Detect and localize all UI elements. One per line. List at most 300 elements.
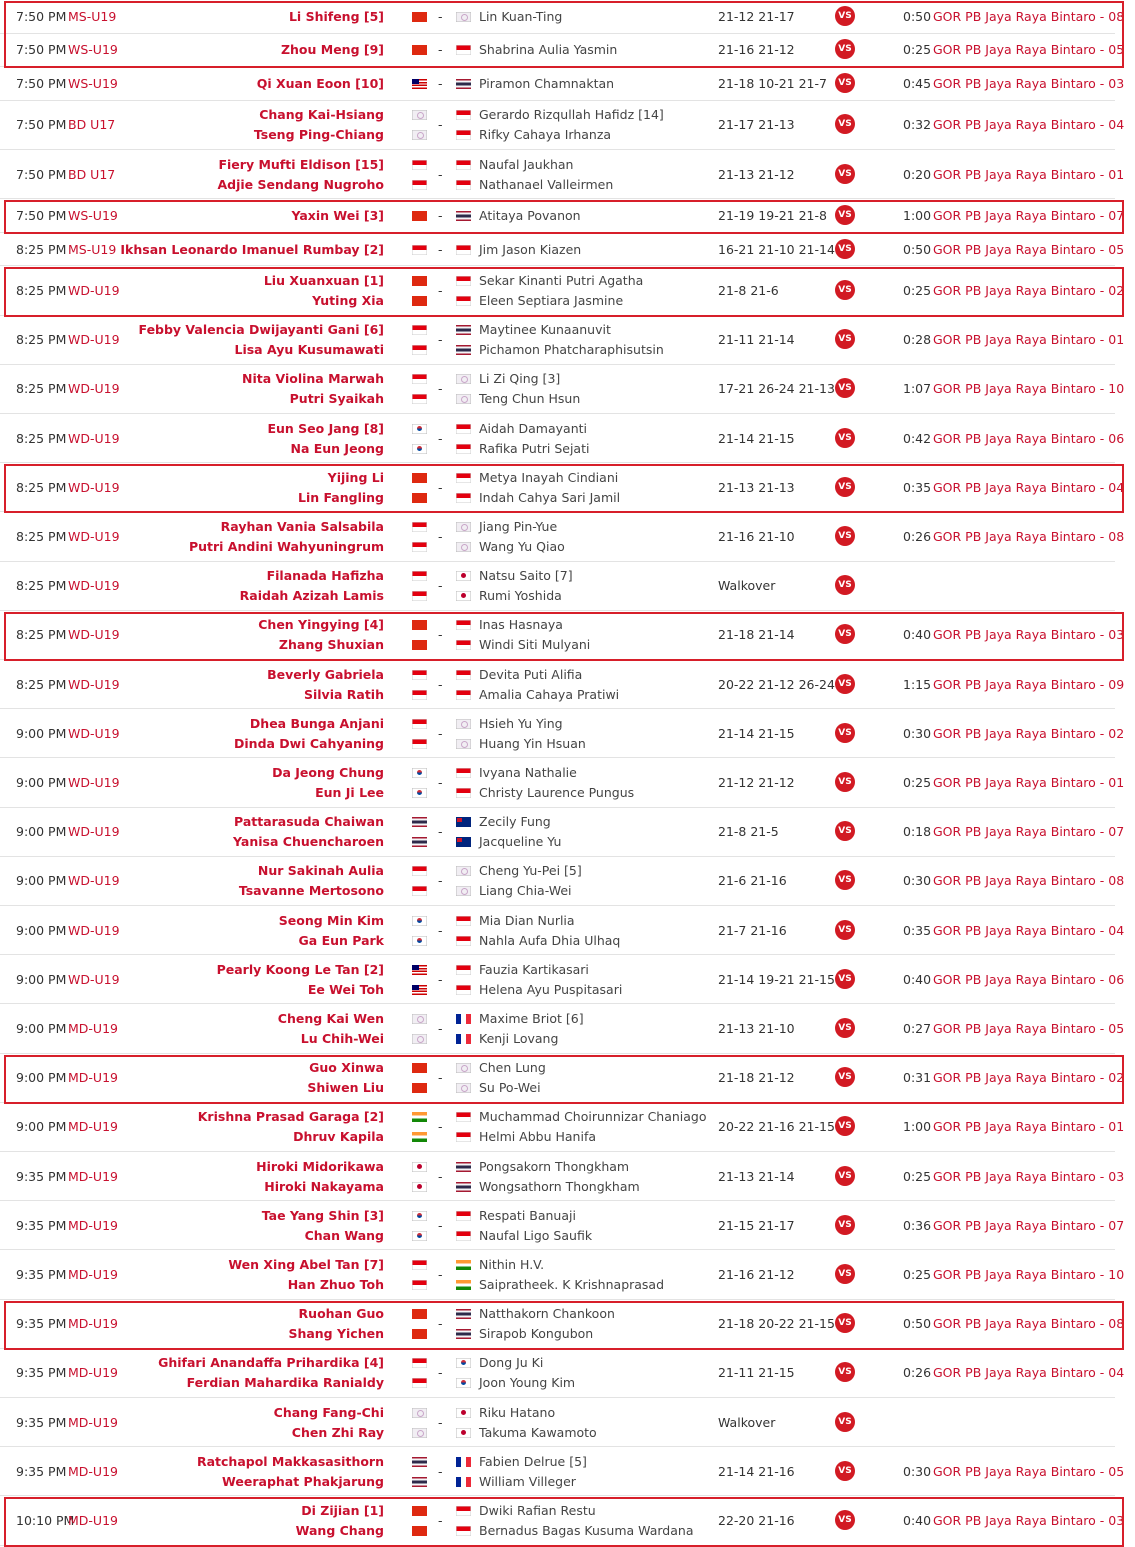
opponent-link[interactable]: Inas Hasnaya bbox=[479, 617, 563, 633]
court-link[interactable]: GOR PB Jaya Raya Bintaro - 08 bbox=[933, 1316, 1125, 1332]
player-link[interactable]: Nur Sakinah Aulia bbox=[257, 863, 384, 879]
match-duration: 0:25 bbox=[903, 282, 932, 298]
opponent-link[interactable]: Dong Ju Ki bbox=[479, 1355, 544, 1371]
vs-badge-icon[interactable]: VS bbox=[835, 1018, 855, 1038]
player-link[interactable]: Chang Fang-Chi bbox=[273, 1404, 384, 1420]
versus-dash: - bbox=[438, 166, 443, 182]
court-link[interactable]: GOR PB Jaya Raya Bintaro - 02 bbox=[933, 1070, 1125, 1086]
event-link[interactable]: MD-U19 bbox=[68, 1316, 118, 1332]
opponent-link[interactable]: Helmi Abbu Hanifa bbox=[479, 1129, 597, 1145]
match-time: 8:25 PM bbox=[16, 676, 67, 692]
vs-badge-icon[interactable]: VS bbox=[835, 428, 855, 448]
vs-badge-icon[interactable]: VS bbox=[835, 870, 855, 890]
player-link[interactable]: Lu Chih-Wei bbox=[300, 1030, 384, 1046]
player-link[interactable]: Da Jeong Chung bbox=[272, 764, 384, 780]
opponent-link[interactable]: Chen Lung bbox=[479, 1060, 546, 1076]
player-link[interactable]: Yaxin Wei [3] bbox=[291, 207, 384, 223]
opponent-link[interactable]: Helena Ayu Puspitasari bbox=[479, 981, 623, 997]
event-link[interactable]: WD-U19 bbox=[68, 578, 120, 594]
vs-badge-icon[interactable]: VS bbox=[835, 329, 855, 349]
court-link[interactable]: GOR PB Jaya Raya Bintaro - 04 bbox=[933, 1365, 1125, 1381]
opponent-link[interactable]: Fauzia Kartikasari bbox=[479, 961, 589, 977]
player-link[interactable]: Seong Min Kim bbox=[278, 912, 384, 928]
match-row bbox=[0, 906, 1125, 955]
player-link[interactable]: Fiery Mufti Eldison [15] bbox=[218, 156, 384, 172]
match-duration: 1:15 bbox=[903, 676, 932, 692]
event-link[interactable]: WD-U19 bbox=[68, 725, 120, 741]
player-link[interactable]: Filanada Hafizha bbox=[266, 568, 384, 584]
jp-flag-icon bbox=[456, 571, 471, 581]
player-link[interactable]: Liu Xuanxuan [1] bbox=[263, 272, 384, 288]
vs-badge-icon[interactable]: VS bbox=[835, 1166, 855, 1186]
player-link[interactable]: Febby Valencia Dwijayanti Gani [6] bbox=[138, 322, 384, 338]
th-flag-icon bbox=[456, 1329, 471, 1339]
court-link[interactable]: GOR PB Jaya Raya Bintaro - 03 bbox=[933, 1512, 1125, 1528]
player-link[interactable]: Dhea Bunga Anjani bbox=[249, 715, 384, 731]
event-link[interactable]: MS-U19 bbox=[68, 8, 117, 24]
versus-dash: - bbox=[438, 1266, 443, 1282]
id-flag-icon bbox=[456, 1112, 471, 1122]
match-score: Walkover bbox=[718, 578, 776, 594]
opponent-link[interactable]: Naufal Ligo Saufik bbox=[479, 1227, 593, 1243]
event-link[interactable]: WD-U19 bbox=[68, 824, 120, 840]
cn-flag-icon bbox=[412, 640, 427, 650]
nz-flag-icon bbox=[456, 837, 471, 847]
event-link[interactable]: WD-U19 bbox=[68, 332, 120, 348]
match-row bbox=[0, 0, 1125, 34]
player-link[interactable]: Wen Xing Abel Tan [7] bbox=[228, 1256, 384, 1272]
opponent-link[interactable]: Fabien Delrue [5] bbox=[479, 1453, 587, 1469]
event-link[interactable]: WD-U19 bbox=[68, 873, 120, 889]
opponent-link[interactable]: Maxime Briot [6] bbox=[479, 1010, 584, 1026]
vs-badge-icon[interactable]: VS bbox=[835, 821, 855, 841]
vs-badge-icon[interactable]: VS bbox=[835, 1264, 855, 1284]
opponent-link[interactable]: Sekar Kinanti Putri Agatha bbox=[479, 272, 644, 288]
opponent-link[interactable]: Teng Chun Hsun bbox=[479, 391, 581, 407]
opponent-link[interactable]: Rumi Yoshida bbox=[479, 588, 562, 604]
id-flag-icon bbox=[456, 180, 471, 190]
event-link[interactable]: WD-U19 bbox=[68, 627, 120, 643]
id-flag-icon bbox=[412, 374, 427, 384]
opponent-link[interactable]: Natthakorn Chankoon bbox=[479, 1306, 615, 1322]
event-link[interactable]: MD-U19 bbox=[68, 1168, 118, 1184]
court-link[interactable]: GOR PB Jaya Raya Bintaro - 02 bbox=[933, 282, 1125, 298]
event-link[interactable]: MD-U19 bbox=[68, 1266, 118, 1282]
match-score: 21-14 21-15 bbox=[718, 725, 795, 741]
kr-flag-icon bbox=[412, 1231, 427, 1241]
player-link[interactable]: Wang Chang bbox=[295, 1522, 384, 1538]
event-link[interactable]: WD-U19 bbox=[68, 971, 120, 987]
player-link[interactable]: Eun Ji Lee bbox=[315, 784, 384, 800]
event-link[interactable]: WD-U19 bbox=[68, 282, 120, 298]
match-score: 21-16 21-12 bbox=[718, 42, 795, 58]
opponent-link[interactable]: Jiang Pin-Yue bbox=[479, 518, 558, 534]
player-link[interactable]: Di Zijian [1] bbox=[301, 1502, 384, 1518]
kr-flag-icon bbox=[412, 424, 427, 434]
opponent-link[interactable]: Liang Chia-Wei bbox=[479, 883, 572, 899]
vs-badge-icon[interactable]: VS bbox=[835, 164, 855, 184]
match-row bbox=[0, 758, 1125, 807]
court-link[interactable]: GOR PB Jaya Raya Bintaro - 09 bbox=[933, 676, 1125, 692]
court-link[interactable]: GOR PB Jaya Raya Bintaro - 08 bbox=[933, 873, 1125, 889]
opponent-link[interactable]: Wang Yu Qiao bbox=[479, 538, 565, 554]
vs-badge-icon[interactable]: VS bbox=[835, 1067, 855, 1087]
id-flag-icon bbox=[412, 1358, 427, 1368]
vs-badge-icon[interactable]: VS bbox=[835, 575, 855, 595]
match-row bbox=[0, 34, 1125, 68]
court-link[interactable]: GOR PB Jaya Raya Bintaro - 01 bbox=[933, 774, 1125, 790]
opponent-link[interactable]: Christy Laurence Pungus bbox=[479, 784, 635, 800]
opponent-link[interactable]: Huang Yin Hsuan bbox=[479, 735, 586, 751]
player-link[interactable]: Nita Violina Marwah bbox=[241, 371, 384, 387]
opponent-link[interactable]: Saipratheek. K Krishnaprasad bbox=[479, 1276, 665, 1292]
player-link[interactable]: Adjie Sendang Nugroho bbox=[217, 176, 384, 192]
jp-flag-icon bbox=[456, 1408, 471, 1418]
match-duration: 0:18 bbox=[903, 824, 932, 840]
vs-badge-icon[interactable]: VS bbox=[835, 6, 855, 26]
opponent-link[interactable]: Lin Kuan-Ting bbox=[479, 8, 563, 24]
court-link[interactable]: GOR PB Jaya Raya Bintaro - 10 bbox=[933, 381, 1125, 397]
opponent-link[interactable]: Metya Inayah Cindiani bbox=[479, 469, 619, 485]
opponent-link[interactable]: Nithin H.V. bbox=[479, 1256, 545, 1272]
match-time: 7:50 PM bbox=[16, 207, 67, 223]
opponent-link[interactable]: William Villeger bbox=[479, 1473, 576, 1489]
opponent-link[interactable]: Maytinee Kunaanuvit bbox=[479, 322, 611, 338]
opponent-link[interactable]: Jim Jason Kiazen bbox=[479, 241, 582, 257]
court-link[interactable]: GOR PB Jaya Raya Bintaro - 07 bbox=[933, 1217, 1125, 1233]
match-score: 20-22 21-12 26-24 bbox=[718, 676, 835, 692]
versus-dash: - bbox=[438, 1168, 443, 1184]
match-score: 21-19 19-21 21-8 bbox=[718, 207, 827, 223]
vs-badge-icon[interactable]: VS bbox=[835, 1362, 855, 1382]
tpe-flag-icon bbox=[412, 110, 427, 120]
vs-badge-icon[interactable]: VS bbox=[835, 969, 855, 989]
court-link[interactable]: GOR PB Jaya Raya Bintaro - 02 bbox=[933, 725, 1125, 741]
opponent-link[interactable]: Zecily Fung bbox=[479, 814, 551, 830]
player-link[interactable]: Na Eun Jeong bbox=[290, 440, 384, 456]
player-link[interactable]: Putri Syaikah bbox=[289, 391, 384, 407]
opponent-link[interactable]: Takuma Kawamoto bbox=[479, 1424, 597, 1440]
id-flag-icon bbox=[412, 591, 427, 601]
id-flag-icon bbox=[412, 719, 427, 729]
player-link[interactable]: Yijing Li bbox=[327, 469, 384, 485]
vs-badge-icon[interactable]: VS bbox=[835, 1215, 855, 1235]
court-link[interactable]: GOR PB Jaya Raya Bintaro - 05 bbox=[933, 1463, 1125, 1479]
opponent-link[interactable]: Gerardo Rizqullah Hafidz [14] bbox=[479, 107, 664, 123]
court-link[interactable]: GOR PB Jaya Raya Bintaro - 01 bbox=[933, 332, 1125, 348]
player-link[interactable]: Yanisa Chuencharoen bbox=[233, 834, 384, 850]
vs-badge-icon[interactable]: VS bbox=[835, 1461, 855, 1481]
player-link[interactable]: Tae Yang Shin [3] bbox=[261, 1207, 384, 1223]
opponent-link[interactable]: Wongsathorn Thongkham bbox=[479, 1178, 640, 1194]
vs-badge-icon[interactable]: VS bbox=[835, 723, 855, 743]
opponent-link[interactable]: Nathanael Valleirmen bbox=[479, 176, 614, 192]
versus-dash: - bbox=[438, 873, 443, 889]
player-link[interactable]: Silvia Ratih bbox=[303, 686, 384, 702]
match-row bbox=[0, 611, 1125, 660]
opponent-link[interactable]: Joon Young Kim bbox=[479, 1375, 576, 1391]
event-link[interactable]: MD-U19 bbox=[68, 1020, 118, 1036]
vs-badge-icon[interactable]: VS bbox=[835, 624, 855, 644]
match-time: 9:00 PM bbox=[16, 1119, 67, 1135]
court-link[interactable]: GOR PB Jaya Raya Bintaro - 10 bbox=[933, 1266, 1125, 1282]
opponent-link[interactable]: Muchammad Choirunnizar Chaniago bbox=[479, 1109, 707, 1125]
event-link[interactable]: WS-U19 bbox=[68, 75, 118, 91]
in-flag-icon bbox=[456, 1280, 471, 1290]
versus-dash: - bbox=[438, 1316, 443, 1332]
event-link[interactable]: WD-U19 bbox=[68, 922, 120, 938]
vs-badge-icon[interactable]: VS bbox=[835, 1412, 855, 1432]
court-link[interactable]: GOR PB Jaya Raya Bintaro - 01 bbox=[933, 1119, 1125, 1135]
vs-badge-icon[interactable]: VS bbox=[835, 920, 855, 940]
match-duration: 1:00 bbox=[903, 1119, 932, 1135]
vs-badge-icon[interactable]: VS bbox=[835, 39, 855, 59]
court-link[interactable]: GOR PB Jaya Raya Bintaro - 04 bbox=[933, 117, 1125, 133]
th-flag-icon bbox=[456, 1182, 471, 1192]
event-link[interactable]: MD-U19 bbox=[68, 1365, 118, 1381]
versus-dash: - bbox=[438, 774, 443, 790]
opponent-link[interactable]: Kenji Lovang bbox=[479, 1030, 559, 1046]
court-link[interactable]: GOR PB Jaya Raya Bintaro - 03 bbox=[933, 627, 1125, 643]
kr-flag-icon bbox=[456, 1358, 471, 1368]
player-link[interactable]: Ghifari Anandaffa Prihardika [4] bbox=[158, 1355, 384, 1371]
tpe-flag-icon bbox=[456, 522, 471, 532]
match-row bbox=[0, 414, 1125, 463]
player-link[interactable]: Lin Fangling bbox=[297, 489, 384, 505]
vs-badge-icon[interactable]: VS bbox=[835, 73, 855, 93]
opponent-link[interactable]: Devita Puti Alifia bbox=[479, 666, 583, 682]
event-link[interactable]: MD-U19 bbox=[68, 1512, 118, 1528]
id-flag-icon bbox=[456, 276, 471, 286]
match-score: Walkover bbox=[718, 1414, 776, 1430]
id-flag-icon bbox=[412, 522, 427, 532]
opponent-link[interactable]: Nahla Aufa Dhia Ulhaq bbox=[479, 932, 621, 948]
event-link[interactable]: MD-U19 bbox=[68, 1414, 118, 1430]
opponent-link[interactable]: Hsieh Yu Ying bbox=[479, 715, 563, 731]
court-link[interactable]: GOR PB Jaya Raya Bintaro - 08 bbox=[933, 8, 1125, 24]
player-link[interactable]: Raidah Azizah Lamis bbox=[239, 588, 384, 604]
opponent-link[interactable]: Ivyana Nathalie bbox=[479, 764, 577, 780]
vs-badge-icon[interactable]: VS bbox=[835, 378, 855, 398]
vs-badge-icon[interactable]: VS bbox=[835, 1116, 855, 1136]
player-link[interactable]: Li Shifeng [5] bbox=[288, 8, 384, 24]
event-link[interactable]: WS-U19 bbox=[68, 207, 118, 223]
opponent-link[interactable]: Respati Banuaji bbox=[479, 1207, 576, 1223]
player-link[interactable]: Cheng Kai Wen bbox=[277, 1010, 384, 1026]
event-link[interactable]: WD-U19 bbox=[68, 430, 120, 446]
player-link[interactable]: Ga Eun Park bbox=[298, 932, 384, 948]
opponent-link[interactable]: Mia Dian Nurlia bbox=[479, 912, 575, 928]
event-link[interactable]: WD-U19 bbox=[68, 528, 120, 544]
match-time: 9:35 PM bbox=[16, 1365, 67, 1381]
court-link[interactable]: GOR PB Jaya Raya Bintaro - 03 bbox=[933, 1168, 1125, 1184]
match-time: 9:35 PM bbox=[16, 1217, 67, 1233]
match-duration: 0:25 bbox=[903, 774, 932, 790]
player-link[interactable]: Shang Yichen bbox=[288, 1326, 384, 1342]
opponent-link[interactable]: Pongsakorn Thongkham bbox=[479, 1158, 630, 1174]
event-link[interactable]: MD-U19 bbox=[68, 1119, 118, 1135]
court-link[interactable]: GOR PB Jaya Raya Bintaro - 05 bbox=[933, 241, 1125, 257]
player-link[interactable]: Ikhsan Leonardo Imanuel Rumbay [2] bbox=[120, 241, 384, 257]
my-flag-icon bbox=[412, 79, 427, 89]
player-link[interactable]: Chang Kai-Hsiang bbox=[259, 107, 384, 123]
match-time: 8:25 PM bbox=[16, 479, 67, 495]
court-link[interactable]: GOR PB Jaya Raya Bintaro - 06 bbox=[933, 971, 1125, 987]
opponent-link[interactable]: Bernadus Bagas Kusuma Wardana bbox=[479, 1522, 694, 1538]
vs-badge-icon[interactable]: VS bbox=[835, 239, 855, 259]
match-time: 9:35 PM bbox=[16, 1168, 67, 1184]
opponent-link[interactable]: Su Po-Wei bbox=[479, 1080, 541, 1096]
opponent-link[interactable]: Indah Cahya Sari Jamil bbox=[479, 489, 621, 505]
match-row bbox=[0, 150, 1125, 199]
opponent-link[interactable]: Sirapob Kongubon bbox=[479, 1326, 594, 1342]
vs-badge-icon[interactable]: VS bbox=[835, 114, 855, 134]
match-time: 7:50 PM bbox=[16, 75, 67, 91]
court-link[interactable]: GOR PB Jaya Raya Bintaro - 05 bbox=[933, 42, 1125, 58]
match-time: 9:35 PM bbox=[16, 1463, 67, 1479]
match-time: 9:00 PM bbox=[16, 725, 67, 741]
player-link[interactable]: Shiwen Liu bbox=[307, 1080, 384, 1096]
event-link[interactable]: MS-U19 bbox=[68, 241, 117, 257]
player-link[interactable]: Yuting Xia bbox=[312, 292, 384, 308]
opponent-link[interactable]: Eleen Septiara Jasmine bbox=[479, 292, 624, 308]
player-link[interactable]: Ruohan Guo bbox=[298, 1306, 384, 1322]
player-link[interactable]: Chan Wang bbox=[304, 1227, 384, 1243]
player-link[interactable]: Zhang Shuxian bbox=[278, 637, 384, 653]
id-flag-icon bbox=[412, 394, 427, 404]
player-link[interactable]: Hiroki Midorikawa bbox=[256, 1158, 384, 1174]
match-duration: 0:26 bbox=[903, 1365, 932, 1381]
match-score: 21-13 21-13 bbox=[718, 479, 795, 495]
event-link[interactable]: MD-U19 bbox=[68, 1217, 118, 1233]
opponent-link[interactable]: Piramon Chamnaktan bbox=[479, 75, 615, 91]
player-link[interactable]: Rayhan Vania Salsabila bbox=[220, 518, 384, 534]
event-link[interactable]: MD-U19 bbox=[68, 1070, 118, 1086]
event-link[interactable]: BD U17 bbox=[68, 117, 116, 133]
match-duration: 0:35 bbox=[903, 922, 932, 938]
event-link[interactable]: WD-U19 bbox=[68, 381, 120, 397]
event-link[interactable]: MD-U19 bbox=[68, 1463, 118, 1479]
player-link[interactable]: Han Zhuo Toh bbox=[287, 1276, 384, 1292]
player-link[interactable]: Putri Andini Wahyuningrum bbox=[188, 538, 384, 554]
vs-badge-icon[interactable]: VS bbox=[835, 1510, 855, 1530]
id-flag-icon bbox=[456, 788, 471, 798]
jp-flag-icon bbox=[456, 591, 471, 601]
opponent-link[interactable]: Li Zi Qing [3] bbox=[479, 371, 561, 387]
player-link[interactable]: Lisa Ayu Kusumawati bbox=[234, 342, 384, 358]
vs-badge-icon[interactable]: VS bbox=[835, 280, 855, 300]
event-link[interactable]: WS-U19 bbox=[68, 42, 118, 58]
player-link[interactable]: Weeraphat Phakjarung bbox=[222, 1473, 384, 1489]
player-link[interactable]: Beverly Gabriela bbox=[267, 666, 384, 682]
vs-badge-icon[interactable]: VS bbox=[835, 205, 855, 225]
event-link[interactable]: WD-U19 bbox=[68, 774, 120, 790]
court-link[interactable]: GOR PB Jaya Raya Bintaro - 07 bbox=[933, 207, 1125, 223]
match-score: 21-16 21-12 bbox=[718, 1266, 795, 1282]
court-link[interactable]: GOR PB Jaya Raya Bintaro - 04 bbox=[933, 922, 1125, 938]
player-link[interactable]: Hiroki Nakayama bbox=[264, 1178, 384, 1194]
match-time: 8:25 PM bbox=[16, 627, 67, 643]
opponent-link[interactable]: Windi Siti Mulyani bbox=[479, 637, 591, 653]
match-duration: 0:50 bbox=[903, 1316, 932, 1332]
opponent-link[interactable]: Natsu Saito [7] bbox=[479, 568, 573, 584]
player-link[interactable]: Dinda Dwi Cahyaning bbox=[234, 735, 384, 751]
match-row bbox=[0, 233, 1125, 267]
court-link[interactable]: GOR PB Jaya Raya Bintaro - 03 bbox=[933, 75, 1125, 91]
court-link[interactable]: GOR PB Jaya Raya Bintaro - 06 bbox=[933, 430, 1125, 446]
player-link[interactable]: Ee Wei Toh bbox=[307, 981, 384, 997]
opponent-link[interactable]: Atitaya Povanon bbox=[479, 207, 581, 223]
id-flag-icon bbox=[412, 571, 427, 581]
court-link[interactable]: GOR PB Jaya Raya Bintaro - 04 bbox=[933, 479, 1125, 495]
opponent-link[interactable]: Pichamon Phatcharaphisutsin bbox=[479, 342, 664, 358]
player-link[interactable]: Zhou Meng [9] bbox=[280, 42, 384, 58]
opponent-link[interactable]: Rifky Cahaya Irhanza bbox=[479, 127, 612, 143]
opponent-link[interactable]: Riku Hatano bbox=[479, 1404, 556, 1420]
match-row bbox=[0, 1054, 1125, 1103]
court-link[interactable]: GOR PB Jaya Raya Bintaro - 07 bbox=[933, 824, 1125, 840]
id-flag-icon bbox=[456, 424, 471, 434]
player-link[interactable]: Tsavanne Mertosono bbox=[238, 883, 384, 899]
match-row bbox=[0, 562, 1115, 611]
opponent-link[interactable]: Cheng Yu-Pei [5] bbox=[479, 863, 582, 879]
player-link[interactable]: Krishna Prasad Garaga [2] bbox=[197, 1109, 384, 1125]
vs-badge-icon[interactable]: VS bbox=[835, 772, 855, 792]
player-link[interactable]: Pattarasuda Chaiwan bbox=[234, 814, 384, 830]
player-link[interactable]: Ferdian Mahardika Ranialdy bbox=[186, 1375, 384, 1391]
opponent-link[interactable]: Shabrina Aulia Yasmin bbox=[479, 42, 618, 58]
player-link[interactable]: Chen Zhi Ray bbox=[291, 1424, 384, 1440]
id-flag-icon bbox=[456, 45, 471, 55]
versus-dash: - bbox=[438, 1414, 443, 1430]
vs-badge-icon[interactable]: VS bbox=[835, 477, 855, 497]
player-link[interactable]: Eun Seo Jang [8] bbox=[267, 420, 384, 436]
player-link[interactable]: Dhruv Kapila bbox=[293, 1129, 384, 1145]
match-score: 21-12 21-12 bbox=[718, 774, 795, 790]
vs-badge-icon[interactable]: VS bbox=[835, 526, 855, 546]
court-link[interactable]: GOR PB Jaya Raya Bintaro - 05 bbox=[933, 1020, 1125, 1036]
versus-dash: - bbox=[438, 1119, 443, 1135]
player-link[interactable]: Guo Xinwa bbox=[309, 1060, 384, 1076]
opponent-link[interactable]: Naufal Jaukhan bbox=[479, 156, 574, 172]
court-link[interactable]: GOR PB Jaya Raya Bintaro - 01 bbox=[933, 166, 1125, 182]
tpe-flag-icon bbox=[456, 1063, 471, 1073]
event-link[interactable]: BD U17 bbox=[68, 166, 116, 182]
vs-badge-icon[interactable]: VS bbox=[835, 674, 855, 694]
opponent-link[interactable]: Jacqueline Yu bbox=[479, 834, 562, 850]
event-link[interactable]: WD-U19 bbox=[68, 479, 120, 495]
player-link[interactable]: Tseng Ping-Chiang bbox=[253, 127, 384, 143]
player-link[interactable]: Pearly Koong Le Tan [2] bbox=[216, 961, 384, 977]
id-flag-icon bbox=[456, 110, 471, 120]
court-link[interactable]: GOR PB Jaya Raya Bintaro - 08 bbox=[933, 528, 1125, 544]
opponent-link[interactable]: Dwiki Rafian Restu bbox=[479, 1502, 596, 1518]
match-score: 21-14 21-15 bbox=[718, 430, 795, 446]
opponent-link[interactable]: Rafika Putri Sejati bbox=[479, 440, 590, 456]
match-time: 9:00 PM bbox=[16, 922, 67, 938]
kr-flag-icon bbox=[412, 444, 427, 454]
match-row bbox=[0, 1152, 1125, 1201]
jp-flag-icon bbox=[456, 1428, 471, 1438]
match-duration: 0:25 bbox=[903, 1168, 932, 1184]
opponent-link[interactable]: Amalia Cahaya Pratiwi bbox=[479, 686, 620, 702]
event-link[interactable]: WD-U19 bbox=[68, 676, 120, 692]
player-link[interactable]: Chen Yingying [4] bbox=[258, 617, 384, 633]
vs-badge-icon[interactable]: VS bbox=[835, 1313, 855, 1333]
player-link[interactable]: Ratchapol Makkasasithorn bbox=[196, 1453, 384, 1469]
player-link[interactable]: Qi Xuan Eoon [10] bbox=[256, 75, 384, 91]
opponent-link[interactable]: Aidah Damayanti bbox=[479, 420, 587, 436]
